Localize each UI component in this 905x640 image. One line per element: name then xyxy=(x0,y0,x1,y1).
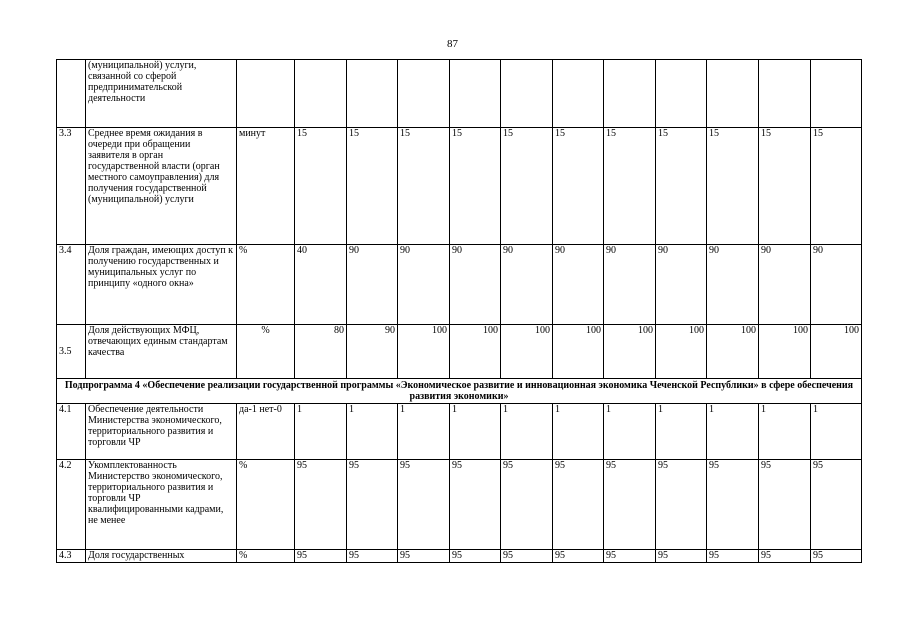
value-cell xyxy=(604,60,656,128)
value-cell: 40 xyxy=(295,245,347,325)
value-cell xyxy=(707,60,759,128)
row-number: 4.2 xyxy=(57,460,86,550)
unit-cell xyxy=(237,60,295,128)
row-number: 3.5 xyxy=(57,325,86,379)
value-cell: 95 xyxy=(347,460,398,550)
unit-cell: % xyxy=(237,460,295,550)
value-cell: 95 xyxy=(656,460,707,550)
value-cell: 95 xyxy=(759,550,811,563)
value-cell: 100 xyxy=(656,325,707,379)
indicators-table xyxy=(56,59,862,563)
value-cell: 80 xyxy=(295,325,347,379)
indicator-name: (муниципальной) услуги, связанной со сферой предпринимательской деятельности xyxy=(86,60,237,128)
value-cell: 90 xyxy=(347,325,398,379)
value-cell: 95 xyxy=(450,550,501,563)
value-cell: 1 xyxy=(295,404,347,460)
indicator-name: Укомплектованность Министерство экономического, территориального развития и торговли ЧР квалифицированными кадрами, не менее xyxy=(86,460,237,550)
value-cell: 95 xyxy=(707,550,759,563)
value-cell: 95 xyxy=(656,550,707,563)
unit-cell: % xyxy=(237,245,295,325)
value-cell: 90 xyxy=(707,245,759,325)
value-cell: 100 xyxy=(707,325,759,379)
indicator-name: Доля граждан, имеющих доступ к получению государственных и муниципальных услуг по принципу «одного окна» xyxy=(86,245,237,325)
value-cell xyxy=(811,60,862,128)
value-cell: 100 xyxy=(553,325,604,379)
value-cell xyxy=(501,60,553,128)
value-cell: 15 xyxy=(759,128,811,245)
table-row xyxy=(57,404,862,460)
value-cell: 15 xyxy=(295,128,347,245)
indicator-name: Обеспечение деятельности Министерства экономического, территориального развития и торговли ЧР xyxy=(86,404,237,460)
value-cell: 15 xyxy=(553,128,604,245)
value-cell: 95 xyxy=(347,550,398,563)
value-cell: 100 xyxy=(450,325,501,379)
row-number: 4.3 xyxy=(57,550,86,563)
value-cell: 100 xyxy=(604,325,656,379)
value-cell: 1 xyxy=(759,404,811,460)
value-cell: 95 xyxy=(295,460,347,550)
value-cell: 95 xyxy=(811,460,862,550)
value-cell: 100 xyxy=(501,325,553,379)
value-cell xyxy=(450,60,501,128)
unit-cell: минут xyxy=(237,128,295,245)
value-cell xyxy=(553,60,604,128)
table-row xyxy=(57,460,862,550)
indicator-name: Среднее время ожидания в очереди при обращении заявителя в орган государственной власти (орган местного самоуправления) для получения государственной (муниципальной) услуги xyxy=(86,128,237,245)
indicator-name: Доля действующих МФЦ, отвечающих единым стандартам качества xyxy=(86,325,237,379)
value-cell: 90 xyxy=(398,245,450,325)
row-number: 3.3 xyxy=(57,128,86,245)
value-cell: 90 xyxy=(656,245,707,325)
value-cell: 90 xyxy=(553,245,604,325)
value-cell: 15 xyxy=(347,128,398,245)
value-cell: 90 xyxy=(501,245,553,325)
row-number xyxy=(57,60,86,128)
value-cell: 1 xyxy=(656,404,707,460)
value-cell xyxy=(347,60,398,128)
value-cell: 100 xyxy=(759,325,811,379)
value-cell: 90 xyxy=(811,245,862,325)
value-cell: 90 xyxy=(450,245,501,325)
value-cell: 1 xyxy=(398,404,450,460)
value-cell xyxy=(759,60,811,128)
value-cell: 95 xyxy=(707,460,759,550)
table-row xyxy=(57,60,862,128)
value-cell: 95 xyxy=(604,460,656,550)
value-cell: 1 xyxy=(604,404,656,460)
row-number: 3.4 xyxy=(57,245,86,325)
value-cell xyxy=(398,60,450,128)
value-cell: 95 xyxy=(501,460,553,550)
table-row xyxy=(57,128,862,245)
row-number: 4.1 xyxy=(57,404,86,460)
unit-cell: да-1 нет-0 xyxy=(237,404,295,460)
value-cell: 15 xyxy=(398,128,450,245)
value-cell: 95 xyxy=(398,460,450,550)
value-cell: 15 xyxy=(501,128,553,245)
value-cell: 15 xyxy=(604,128,656,245)
value-cell: 15 xyxy=(450,128,501,245)
value-cell: 1 xyxy=(553,404,604,460)
value-cell: 95 xyxy=(553,460,604,550)
value-cell xyxy=(656,60,707,128)
value-cell: 15 xyxy=(656,128,707,245)
value-cell: 95 xyxy=(398,550,450,563)
value-cell: 95 xyxy=(811,550,862,563)
value-cell: 95 xyxy=(553,550,604,563)
value-cell: 95 xyxy=(295,550,347,563)
unit-cell: % xyxy=(237,325,295,379)
value-cell: 95 xyxy=(450,460,501,550)
value-cell: 1 xyxy=(811,404,862,460)
value-cell: 95 xyxy=(604,550,656,563)
subprogram-title: Подпрограмма 4 «Обеспечение реализации государственной программы «Экономическое развитие и инновационная экономика Чеченской Республики» в сфере обеспечения развития экономики» xyxy=(57,379,862,404)
value-cell: 1 xyxy=(450,404,501,460)
value-cell: 95 xyxy=(759,460,811,550)
value-cell: 90 xyxy=(604,245,656,325)
value-cell: 90 xyxy=(759,245,811,325)
value-cell: 100 xyxy=(398,325,450,379)
value-cell xyxy=(295,60,347,128)
value-cell: 15 xyxy=(707,128,759,245)
value-cell: 100 xyxy=(811,325,862,379)
table-row xyxy=(57,550,862,563)
page-number: 87 xyxy=(447,38,458,50)
unit-cell: % xyxy=(237,550,295,563)
indicator-name: Доля государственных xyxy=(86,550,237,563)
subprogram-row xyxy=(57,379,862,404)
value-cell: 1 xyxy=(501,404,553,460)
value-cell: 15 xyxy=(811,128,862,245)
value-cell: 1 xyxy=(347,404,398,460)
value-cell: 90 xyxy=(347,245,398,325)
value-cell: 1 xyxy=(707,404,759,460)
value-cell: 95 xyxy=(501,550,553,563)
table-row xyxy=(57,325,862,379)
table-row xyxy=(57,245,862,325)
